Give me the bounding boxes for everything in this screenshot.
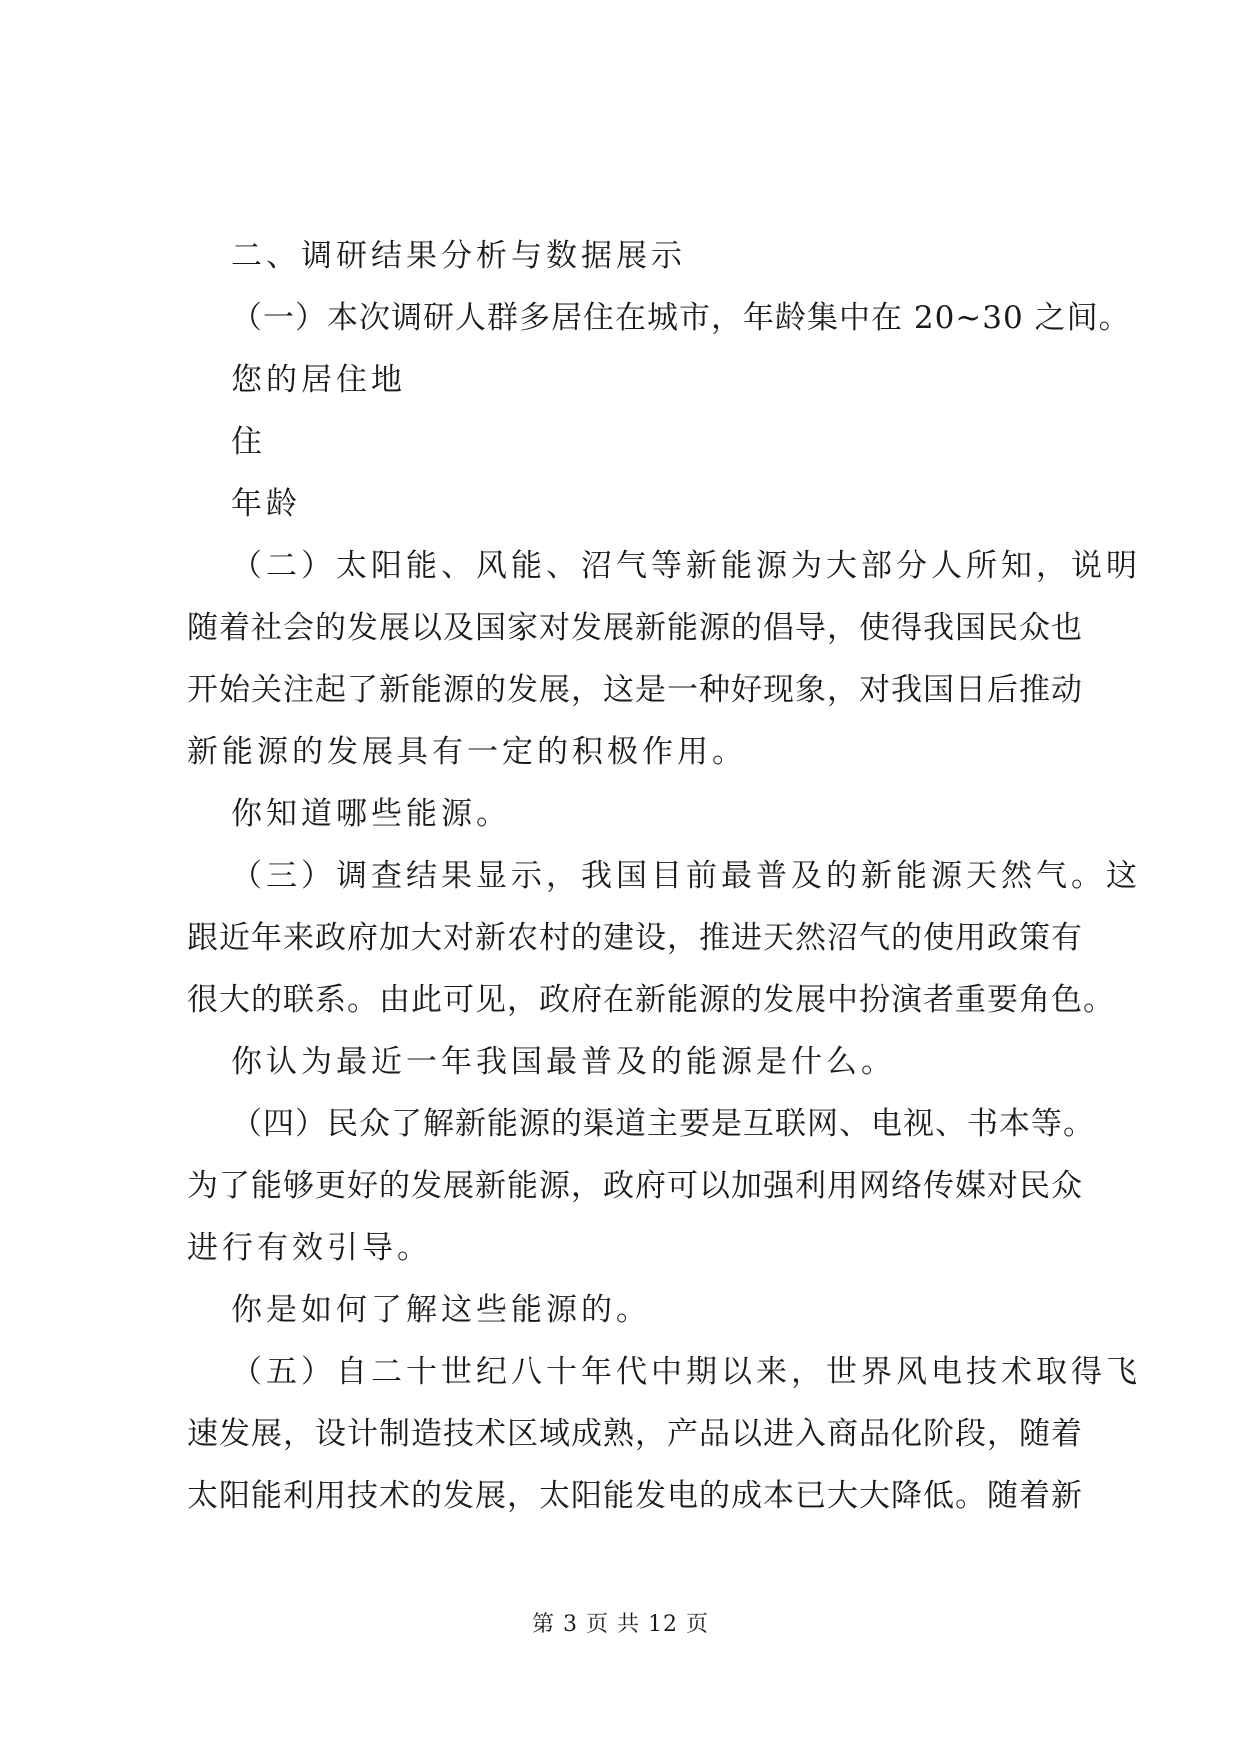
page-footer — [0, 1610, 1241, 1640]
text-line: 进行有效引导。 — [187, 1230, 432, 1266]
text-line: 您的居住地 — [231, 362, 406, 398]
text-line: （五）自二十世纪八十年代中期以来，世界风电技术取得飞 — [231, 1354, 1141, 1390]
text-line: 新能源的发展具有一定的积极作用。 — [187, 734, 747, 770]
text-line: 你是如何了解这些能源的。 — [231, 1292, 651, 1328]
page-number-indicator: 第 3 页 共 12 页 — [532, 1612, 709, 1637]
text-line: 跟近年来政府加大对新农村的建设，推进天然沼气的使用政策有 — [187, 920, 1083, 956]
text-line: 你认为最近一年我国最普及的能源是什么。 — [231, 1044, 896, 1080]
text-line: 开始关注起了新能源的发展，这是一种好现象，对我国日后推动 — [187, 672, 1083, 708]
text-line: 速发展，设计制造技术区域成熟，产品以进入商品化阶段，随着 — [187, 1416, 1083, 1452]
text-line: 住 — [231, 424, 266, 460]
text-line: （二）太阳能、风能、沼气等新能源为大部分人所知，说明 — [231, 548, 1141, 584]
text-line: 你知道哪些能源。 — [231, 796, 511, 832]
text-line: 年龄 — [231, 486, 301, 522]
text-line: （四）民众了解新能源的渠道主要是互联网、电视、书本等。 — [231, 1106, 1095, 1142]
text-line: 很大的联系。由此可见，政府在新能源的发展中扮演者重要角色。 — [187, 982, 1115, 1018]
text-line: 随着社会的发展以及国家对发展新能源的倡导，使得我国民众也 — [187, 610, 1083, 646]
text-line: （三）调查结果显示，我国目前最普及的新能源天然气。这 — [231, 858, 1141, 894]
text-line: 二、调研结果分析与数据展示 — [231, 238, 686, 274]
document-body — [187, 225, 1141, 1527]
text-line: 太阳能利用技术的发展，太阳能发电的成本已大大降低。随着新 — [187, 1478, 1083, 1514]
text-line: （一）本次调研人群多居住在城市，年龄集中在 20~30 之间。 — [231, 300, 1131, 336]
text-line: 为了能够更好的发展新能源，政府可以加强利用网络传媒对民众 — [187, 1168, 1083, 1204]
